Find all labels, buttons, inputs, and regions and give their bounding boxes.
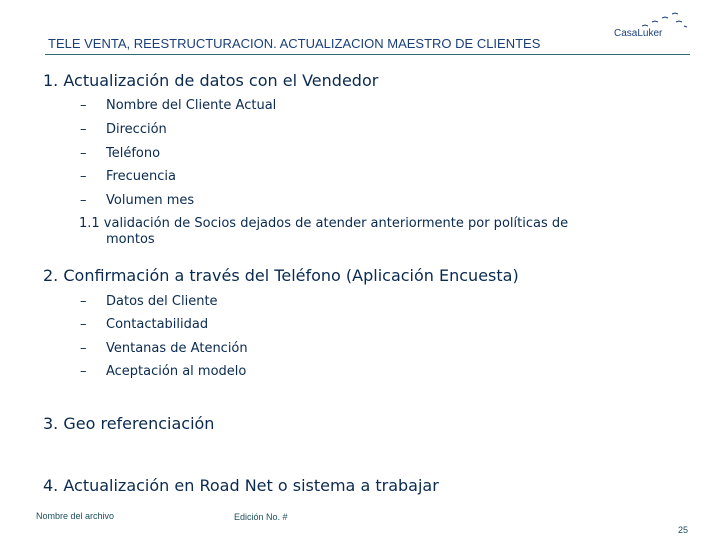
bullet-dash: –	[80, 146, 87, 161]
company-logo: CasaLuker	[614, 28, 663, 39]
section-2-title: 2. Confirmación a través del Teléfono (Aplicación Encuesta)	[43, 266, 519, 285]
footer-file-name: Nombre del archivo	[36, 511, 115, 521]
section-4-title: 4. Actualización en Road Net o sistema a trabajar	[43, 476, 439, 495]
list-item: Volumen mes	[106, 193, 195, 208]
list-item: Contactabilidad	[106, 317, 209, 332]
page-number: 25	[678, 525, 689, 535]
bullet-dash: –	[80, 122, 87, 137]
bullet-dash: –	[80, 317, 87, 332]
slide-header-title: TELE VENTA, REESTRUCTURACION. ACTUALIZACION MAESTRO DE CLIENTES	[48, 36, 541, 51]
bullet-dash: –	[80, 193, 87, 208]
list-item: Nombre del Cliente Actual	[106, 98, 277, 113]
list-item: Frecuencia	[106, 169, 176, 184]
bullet-dash: –	[80, 169, 87, 184]
list-item: Datos del Cliente	[106, 294, 218, 309]
list-item: Aceptación al modelo	[106, 364, 247, 379]
list-item: Ventanas de Atención	[106, 341, 248, 356]
subsection-1-1-line2: montos	[106, 232, 155, 247]
footer-edition: Edición No. #	[234, 512, 288, 522]
header-divider	[45, 54, 690, 55]
subsection-1-1-line1: 1.1 validación de Socios dejados de atender anteriormente por políticas de	[79, 216, 569, 231]
list-item: Dirección	[106, 122, 167, 137]
bullet-dash: –	[80, 294, 87, 309]
bullet-dash: –	[80, 98, 87, 113]
section-1-title: 1. Actualización de datos con el Vendedor	[43, 71, 379, 90]
bullet-dash: –	[80, 364, 87, 379]
section-3-title: 3. Geo referenciación	[43, 414, 215, 433]
list-item: Teléfono	[106, 146, 161, 161]
bullet-dash: –	[80, 341, 87, 356]
